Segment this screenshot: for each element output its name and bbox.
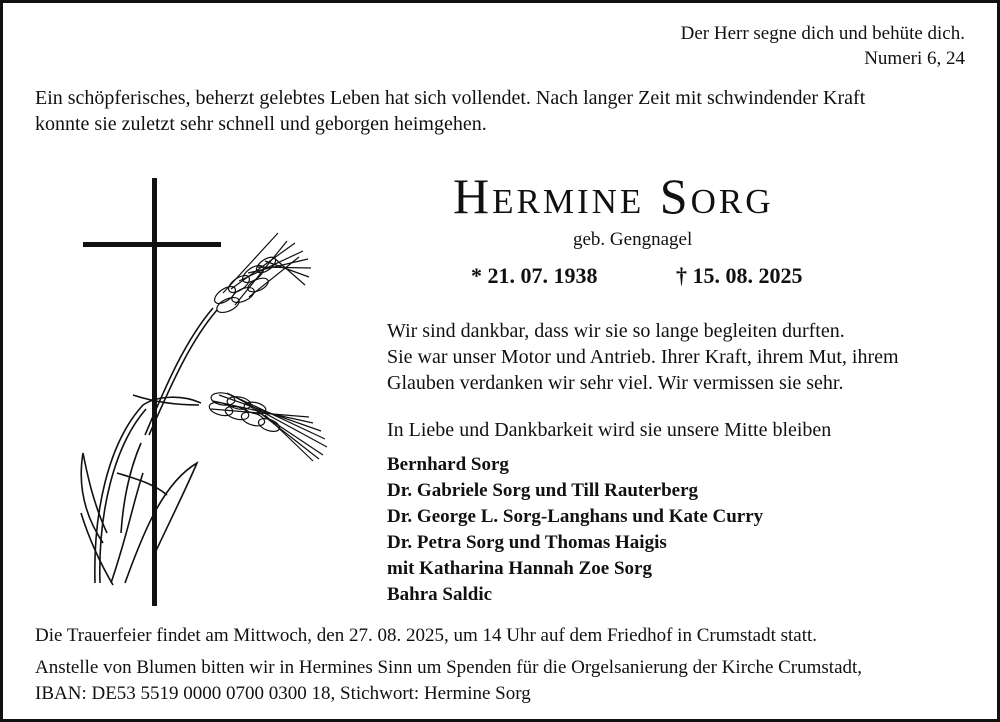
cross-with-wheat-ears-icon bbox=[73, 173, 333, 608]
verse-reference: Numeri 6, 24 bbox=[864, 48, 965, 69]
bible-verse bbox=[681, 21, 965, 71]
family-member: Dr. George L. Sorg-Langhans und Kate Curry bbox=[387, 506, 764, 527]
intro-text bbox=[35, 85, 975, 137]
family-member: Bernhard Sorg bbox=[387, 454, 509, 475]
family-member: Bahra Saldic bbox=[387, 584, 493, 605]
verse-text: Der Herr segne dich und behüte dich. bbox=[680, 23, 965, 44]
intro-line-2: konnte sie zuletzt sehr schnell und geborgen heimgehen. bbox=[35, 113, 487, 135]
gratitude-text bbox=[387, 318, 899, 396]
funeral-service-info: Die Trauerfeier findet am Mittwoch, den 27. 08. 2025, um 14 Uhr auf dem Friedhof in Crumstadt statt. bbox=[35, 625, 818, 646]
intro-line-1: Ein schöpferisches, beherzt gelebtes Leben hat sich vollendet. Nach langer Zeit mit schwindender Kraft bbox=[35, 87, 866, 109]
gratitude-line: Sie war unser Motor und Antrieb. Ihrer Kraft, ihrem Mut, ihrem bbox=[387, 346, 899, 368]
deceased-name: Hermine Sorg bbox=[453, 168, 774, 224]
donation-info bbox=[35, 655, 862, 707]
family-member: Dr. Gabriele Sorg und Till Rauterberg bbox=[387, 480, 699, 501]
maiden-name: geb. Gengnagel bbox=[573, 229, 693, 250]
life-dates bbox=[471, 263, 803, 289]
birth-date: * 21. 07. 1938 bbox=[471, 263, 598, 288]
family-list bbox=[387, 452, 763, 608]
death-date: † 15. 08. 2025 bbox=[676, 263, 803, 288]
donation-line-1: Anstelle von Blumen bitten wir in Hermines Sinn um Spenden für die Orgelsanierung der Kirche Crumstadt, bbox=[35, 657, 863, 678]
gratitude-line: Wir sind dankbar, dass wir sie so lange begleiten durften. bbox=[387, 320, 845, 342]
closing-line: In Liebe und Dankbarkeit wird sie unsere Mitte bleiben bbox=[387, 419, 832, 441]
gratitude-line: Glauben verdanken wir sehr viel. Wir vermissen sie sehr. bbox=[387, 372, 844, 394]
donation-line-2: IBAN: DE53 5519 0000 0700 0300 18, Stichwort: Hermine Sorg bbox=[35, 683, 531, 704]
family-member: mit Katharina Hannah Zoe Sorg bbox=[387, 558, 652, 579]
family-member: Dr. Petra Sorg und Thomas Haigis bbox=[387, 532, 667, 553]
